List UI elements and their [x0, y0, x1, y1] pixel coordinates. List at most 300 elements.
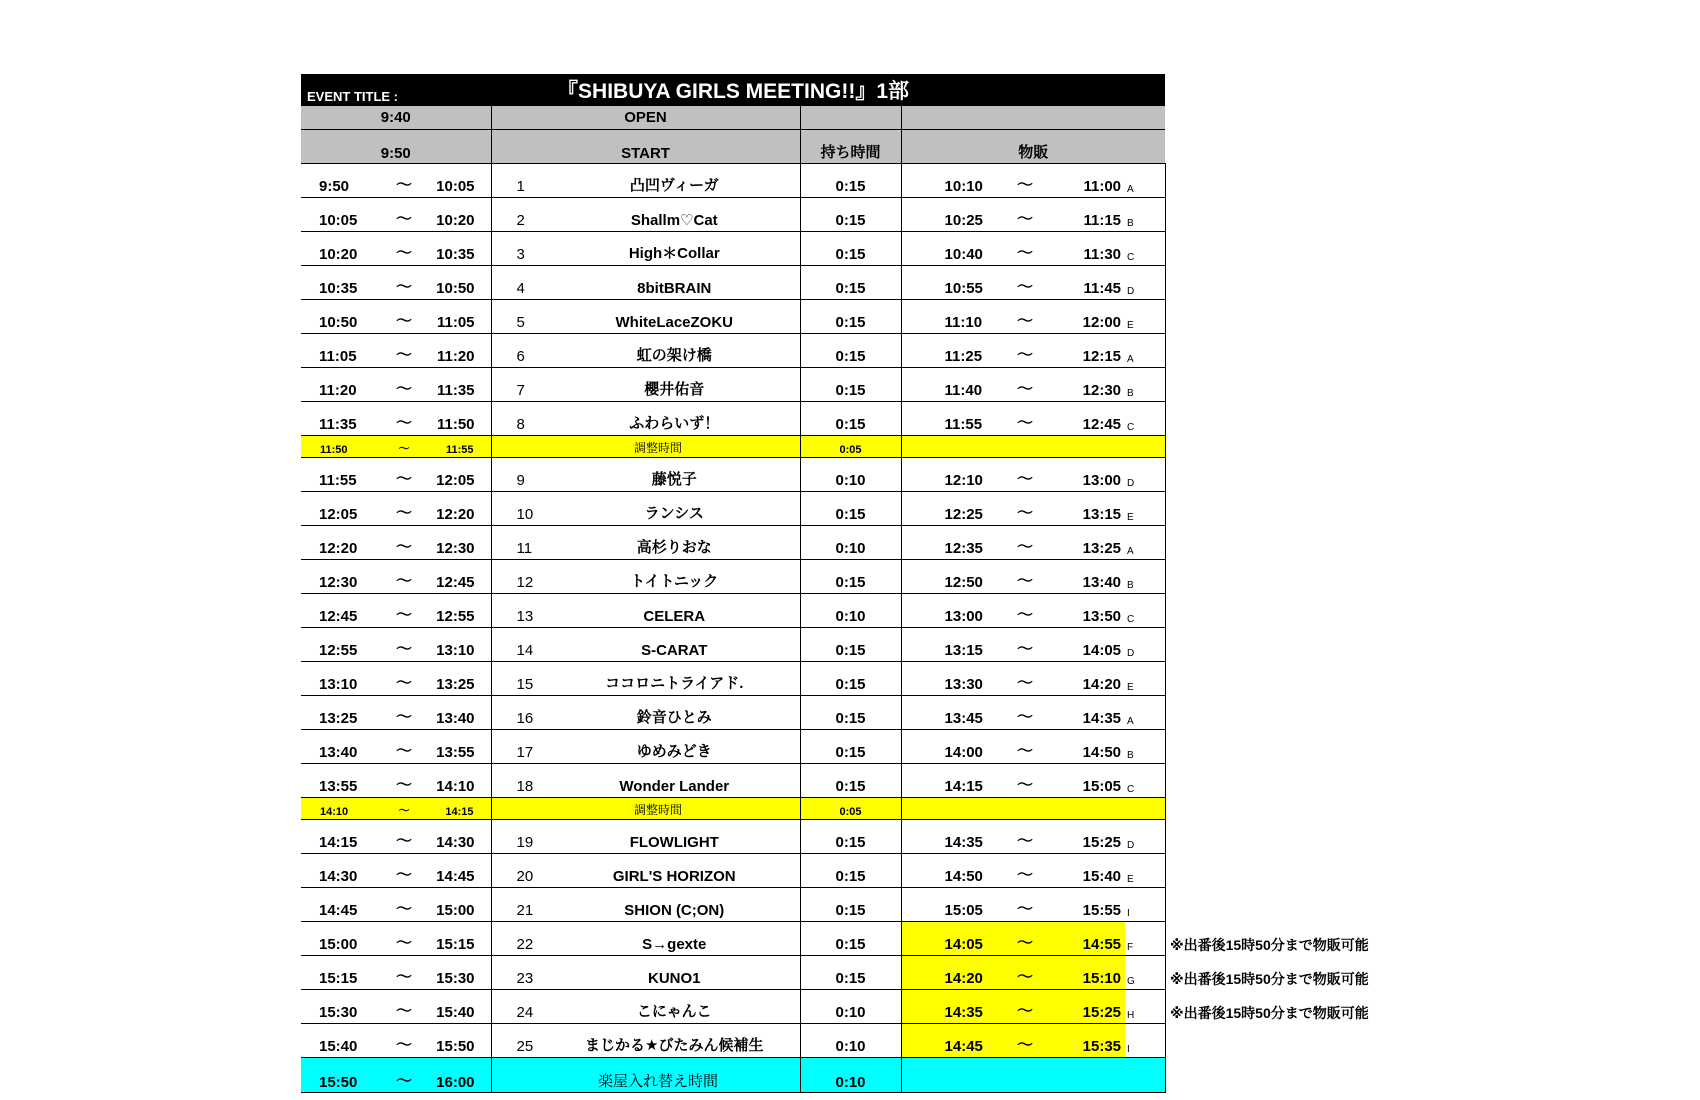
tilde: ～ [379, 764, 429, 798]
end-time: 12:30 [429, 526, 491, 560]
end-time: 12:45 [429, 560, 491, 594]
end-time: 12:20 [429, 492, 491, 526]
merch-start: 11:55 [901, 402, 996, 436]
duration: 0:15 [800, 198, 901, 232]
start-time: 15:00 [301, 922, 379, 956]
merch-end: 15:40 [1054, 854, 1125, 888]
end-time: 14:15 [429, 798, 491, 820]
end-time: 11:20 [429, 334, 491, 368]
act-name: High＊Collar [549, 232, 800, 266]
merch-end: 14:55 [1054, 922, 1125, 956]
merch-end: 13:25 [1054, 526, 1125, 560]
end-time: 13:10 [429, 628, 491, 662]
performance-row [301, 922, 1165, 956]
tilde: ～ [996, 764, 1054, 798]
act-number: 20 [491, 854, 549, 888]
merch-location: E [1125, 662, 1165, 696]
duration: 0:15 [800, 888, 901, 922]
merch-start: 11:10 [901, 300, 996, 334]
merch-end: 13:40 [1054, 560, 1125, 594]
merch-location: I [1125, 1024, 1165, 1058]
merch-end: 15:25 [1054, 990, 1125, 1024]
merch-end: 15:05 [1054, 764, 1125, 798]
end-time: 13:55 [429, 730, 491, 764]
end-time: 11:05 [429, 300, 491, 334]
act-name: FLOWLIGHT [549, 820, 800, 854]
start-time: 11:05 [301, 334, 379, 368]
act-number: 14 [491, 628, 549, 662]
performance-row [301, 854, 1165, 888]
tilde: ～ [379, 922, 429, 956]
merch-start: 11:40 [901, 368, 996, 402]
start-time: 14:10 [301, 798, 379, 820]
start-time: 14:30 [301, 854, 379, 888]
event-title: 『SHIBUYA GIRLS MEETING!!』1部 [491, 74, 1165, 106]
tilde: ～ [996, 628, 1054, 662]
end-time: 12:05 [429, 458, 491, 492]
tilde: ～ [996, 334, 1054, 368]
merch-location: G [1125, 956, 1165, 990]
duration: 0:15 [800, 854, 901, 888]
tilde: ～ [996, 368, 1054, 402]
performance-row [301, 492, 1165, 526]
duration: 0:15 [800, 164, 901, 198]
merch-end: 12:45 [1054, 402, 1125, 436]
act-name: Wonder Lander [549, 764, 800, 798]
tilde: ～ [996, 232, 1054, 266]
end-time: 11:35 [429, 368, 491, 402]
merch-location: C [1125, 402, 1165, 436]
start-time: 15:40 [301, 1024, 379, 1058]
start-time: 10:35 [301, 266, 379, 300]
merch-location: H [1125, 990, 1165, 1024]
act-number: 22 [491, 922, 549, 956]
end-time: 10:05 [429, 164, 491, 198]
merch-start: 12:35 [901, 526, 996, 560]
performance-row [301, 458, 1165, 492]
performance-row [301, 764, 1165, 798]
tilde: ～ [379, 1058, 429, 1093]
merch-location: B [1125, 198, 1165, 232]
duration: 0:10 [800, 990, 901, 1024]
open-time: 9:40 [301, 106, 491, 130]
performance-row [301, 334, 1165, 368]
start-label: START [491, 130, 800, 164]
act-name: 虹の架け橋 [549, 334, 800, 368]
act-number: 12 [491, 560, 549, 594]
act-number: 13 [491, 594, 549, 628]
merch-end: 13:50 [1054, 594, 1125, 628]
tilde: ～ [996, 922, 1054, 956]
merch-end: 15:55 [1054, 888, 1125, 922]
tilde: ～ [379, 730, 429, 764]
end-time: 10:35 [429, 232, 491, 266]
act-number: 7 [491, 368, 549, 402]
merch-start: 14:05 [901, 922, 996, 956]
act-name: S-CARAT [549, 628, 800, 662]
merch-end: 14:05 [1054, 628, 1125, 662]
act-name: 凸凹ヴィーガ [549, 164, 800, 198]
start-time: 11:20 [301, 368, 379, 402]
performance-row [301, 232, 1165, 266]
act-number: 1 [491, 164, 549, 198]
merch-end: 13:00 [1054, 458, 1125, 492]
performance-row [301, 888, 1165, 922]
duration: 0:15 [800, 492, 901, 526]
tilde: ～ [379, 990, 429, 1024]
performance-row [301, 730, 1165, 764]
duration: 0:05 [800, 436, 901, 458]
performance-row [301, 696, 1165, 730]
tilde: ～ [996, 492, 1054, 526]
duration: 0:05 [800, 798, 901, 820]
end-time: 14:45 [429, 854, 491, 888]
end-time: 11:55 [429, 436, 491, 458]
act-number: 16 [491, 696, 549, 730]
start-time: 11:55 [301, 458, 379, 492]
merch-location: E [1125, 854, 1165, 888]
tilde: ～ [996, 820, 1054, 854]
changeover-row [301, 1058, 1165, 1093]
tilde: ～ [996, 990, 1054, 1024]
tilde: ～ [996, 458, 1054, 492]
merch-start: 13:45 [901, 696, 996, 730]
tilde: ～ [379, 526, 429, 560]
duration: 0:15 [800, 730, 901, 764]
tilde: ～ [379, 662, 429, 696]
end-time: 15:30 [429, 956, 491, 990]
duration: 0:10 [800, 1024, 901, 1058]
merch-start: 15:05 [901, 888, 996, 922]
merch-location: E [1125, 492, 1165, 526]
merch-location: B [1125, 368, 1165, 402]
start-time: 15:50 [301, 1058, 379, 1093]
tilde: ～ [996, 164, 1054, 198]
duration: 0:15 [800, 232, 901, 266]
end-time: 10:50 [429, 266, 491, 300]
start-time: 13:10 [301, 662, 379, 696]
start-row [301, 130, 1165, 164]
duration: 0:15 [800, 560, 901, 594]
merch-note: ※出番後15時50分まで物販可能 [1170, 970, 1369, 987]
tilde: ～ [996, 266, 1054, 300]
act-name: ゆめみどき [549, 730, 800, 764]
tilde: ～ [379, 198, 429, 232]
performance-row [301, 560, 1165, 594]
tilde: ～ [996, 956, 1054, 990]
start-time: 10:50 [301, 300, 379, 334]
merch-start: 10:25 [901, 198, 996, 232]
end-time: 11:50 [429, 402, 491, 436]
tilde: ～ [996, 730, 1054, 764]
act-name: WhiteLaceZOKU [549, 300, 800, 334]
merch-end: 15:35 [1054, 1024, 1125, 1058]
tilde: ～ [379, 334, 429, 368]
tilde: ～ [379, 402, 429, 436]
act-number: 19 [491, 820, 549, 854]
adjustment-row [301, 798, 1165, 820]
merch-start: 14:00 [901, 730, 996, 764]
act-number: 8 [491, 402, 549, 436]
merch-end: 14:50 [1054, 730, 1125, 764]
start-time: 13:25 [301, 696, 379, 730]
merch-start: 12:50 [901, 560, 996, 594]
performance-row [301, 526, 1165, 560]
performance-row [301, 368, 1165, 402]
act-name: Shallm♡Cat [549, 198, 800, 232]
performance-row [301, 628, 1165, 662]
tilde: ～ [996, 662, 1054, 696]
title-row [301, 74, 1165, 106]
act-name: S→gexte [549, 922, 800, 956]
act-name: 櫻井佑音 [549, 368, 800, 402]
start-time: 12:20 [301, 526, 379, 560]
merch-start: 14:15 [901, 764, 996, 798]
merch-location: B [1125, 730, 1165, 764]
act-number: 18 [491, 764, 549, 798]
performance-row [301, 594, 1165, 628]
act-name: こにゃんこ [549, 990, 800, 1024]
end-time: 14:10 [429, 764, 491, 798]
duration: 0:15 [800, 820, 901, 854]
tilde: ～ [996, 300, 1054, 334]
merch-location: C [1125, 764, 1165, 798]
act-name: 高杉りおな [549, 526, 800, 560]
duration: 0:15 [800, 628, 901, 662]
start-time: 10:05 [301, 198, 379, 232]
act-name: トイトニック [549, 560, 800, 594]
performance-row [301, 990, 1165, 1024]
act-name: 8bitBRAIN [549, 266, 800, 300]
tilde: ～ [379, 956, 429, 990]
merch-end: 11:45 [1054, 266, 1125, 300]
end-time: 13:40 [429, 696, 491, 730]
merch-header: 物販 [901, 130, 1165, 164]
start-time: 14:45 [301, 888, 379, 922]
end-time: 13:25 [429, 662, 491, 696]
act-number: 25 [491, 1024, 549, 1058]
duration: 0:15 [800, 368, 901, 402]
merch-start: 10:10 [901, 164, 996, 198]
start-time: 12:55 [301, 628, 379, 662]
merch-blank [901, 798, 1165, 820]
act-name: ふわらいず！ [549, 402, 800, 436]
act-name: ランシス [549, 492, 800, 526]
merch-end: 12:30 [1054, 368, 1125, 402]
tilde: ～ [996, 402, 1054, 436]
merch-location: F [1125, 922, 1165, 956]
merch-start: 14:20 [901, 956, 996, 990]
adjustment-row [301, 436, 1165, 458]
merch-blank [901, 436, 1165, 458]
merch-start: 14:50 [901, 854, 996, 888]
tilde: ～ [996, 198, 1054, 232]
tilde: ～ [996, 854, 1054, 888]
merch-location: A [1125, 334, 1165, 368]
act-number: 24 [491, 990, 549, 1024]
merch-end: 15:25 [1054, 820, 1125, 854]
merch-location: A [1125, 526, 1165, 560]
start-time: 12:05 [301, 492, 379, 526]
merch-location: C [1125, 232, 1165, 266]
performance-row [301, 164, 1165, 198]
tilde: ～ [379, 266, 429, 300]
tilde: ～ [379, 300, 429, 334]
performance-row [301, 662, 1165, 696]
performance-row [301, 266, 1165, 300]
tilde: ～ [379, 164, 429, 198]
merch-blank [901, 1058, 1165, 1093]
duration: 0:15 [800, 334, 901, 368]
duration: 0:10 [800, 594, 901, 628]
duration: 0:15 [800, 922, 901, 956]
act-number: 3 [491, 232, 549, 266]
tilde: ～ [996, 1024, 1054, 1058]
merch-start: 14:35 [901, 820, 996, 854]
start-time: 9:50 [301, 164, 379, 198]
act-name: ココロニトライアド. [549, 662, 800, 696]
act-name: 藤悦子 [549, 458, 800, 492]
duration: 0:10 [800, 526, 901, 560]
merch-location: A [1125, 696, 1165, 730]
merch-location: E [1125, 300, 1165, 334]
merch-start: 11:25 [901, 334, 996, 368]
duration: 0:15 [800, 300, 901, 334]
adjustment-label: 調整時間 [491, 798, 800, 820]
merch-end: 12:00 [1054, 300, 1125, 334]
schedule-sheet [301, 74, 1165, 1093]
tilde: ～ [379, 232, 429, 266]
tilde: ～ [379, 436, 429, 458]
tilde: ～ [379, 820, 429, 854]
end-time: 15:50 [429, 1024, 491, 1058]
duration: 0:10 [800, 458, 901, 492]
adjustment-label: 調整時間 [491, 436, 800, 458]
merch-end: 11:00 [1054, 164, 1125, 198]
performance-row [301, 402, 1165, 436]
act-number: 6 [491, 334, 549, 368]
tilde: ～ [996, 594, 1054, 628]
act-number: 5 [491, 300, 549, 334]
act-name: GIRL'S HORIZON [549, 854, 800, 888]
open-blank-merch [901, 106, 1165, 130]
start-time: 15:15 [301, 956, 379, 990]
merch-end: 11:30 [1054, 232, 1125, 266]
tilde: ～ [379, 696, 429, 730]
tilde: ～ [379, 1024, 429, 1058]
merch-location: A [1125, 164, 1165, 198]
merch-note: ※出番後15時50分まで物販可能 [1170, 936, 1369, 953]
act-number: 4 [491, 266, 549, 300]
act-name: 鈴音ひとみ [549, 696, 800, 730]
open-row [301, 106, 1165, 130]
start-time: 10:20 [301, 232, 379, 266]
duration-header: 持ち時間 [800, 130, 901, 164]
tilde: ～ [379, 798, 429, 820]
act-name: CELERA [549, 594, 800, 628]
act-number: 23 [491, 956, 549, 990]
act-number: 17 [491, 730, 549, 764]
duration: 0:15 [800, 402, 901, 436]
event-title-label: EVENT TITLE : [301, 74, 491, 106]
merch-location: D [1125, 820, 1165, 854]
end-time: 10:20 [429, 198, 491, 232]
merch-start: 14:45 [901, 1024, 996, 1058]
tilde: ～ [379, 854, 429, 888]
start-time: 13:55 [301, 764, 379, 798]
duration: 0:15 [800, 266, 901, 300]
start-time: 9:50 [301, 130, 491, 164]
merch-end: 12:15 [1054, 334, 1125, 368]
merch-start: 13:15 [901, 628, 996, 662]
performance-row [301, 820, 1165, 854]
start-time: 12:30 [301, 560, 379, 594]
act-name: まじかる★びたみん候補生 [549, 1024, 800, 1058]
end-time: 15:00 [429, 888, 491, 922]
duration: 0:15 [800, 956, 901, 990]
duration: 0:15 [800, 662, 901, 696]
tilde: ～ [996, 888, 1054, 922]
performance-row [301, 300, 1165, 334]
merch-end: 11:15 [1054, 198, 1125, 232]
performance-row [301, 956, 1165, 990]
merch-end: 14:20 [1054, 662, 1125, 696]
act-number: 15 [491, 662, 549, 696]
start-time: 12:45 [301, 594, 379, 628]
end-time: 12:55 [429, 594, 491, 628]
merch-note: ※出番後15時50分まで物販可能 [1170, 1004, 1369, 1021]
performance-row [301, 1024, 1165, 1058]
start-time: 11:50 [301, 436, 379, 458]
duration: 0:15 [800, 696, 901, 730]
tilde: ～ [379, 458, 429, 492]
act-number: 9 [491, 458, 549, 492]
act-number: 21 [491, 888, 549, 922]
tilde: ～ [379, 594, 429, 628]
tilde: ～ [379, 888, 429, 922]
duration: 0:15 [800, 764, 901, 798]
tilde: ～ [379, 368, 429, 402]
end-time: 16:00 [429, 1058, 491, 1093]
merch-start: 10:55 [901, 266, 996, 300]
open-label: OPEN [491, 106, 800, 130]
act-name: SHION (C;ON) [549, 888, 800, 922]
merch-location: I [1125, 888, 1165, 922]
tilde: ～ [379, 492, 429, 526]
tilde: ～ [379, 628, 429, 662]
tilde: ～ [996, 696, 1054, 730]
merch-location: D [1125, 628, 1165, 662]
merch-start: 12:10 [901, 458, 996, 492]
merch-start: 10:40 [901, 232, 996, 266]
changeover-label: 楽屋入れ替え時間 [491, 1058, 800, 1093]
merch-location: B [1125, 560, 1165, 594]
merch-start: 12:25 [901, 492, 996, 526]
start-time: 14:15 [301, 820, 379, 854]
end-time: 14:30 [429, 820, 491, 854]
merch-end: 15:10 [1054, 956, 1125, 990]
end-time: 15:15 [429, 922, 491, 956]
merch-location: D [1125, 458, 1165, 492]
merch-start: 13:00 [901, 594, 996, 628]
timetable [301, 74, 1166, 1093]
tilde: ～ [379, 560, 429, 594]
merch-start: 13:30 [901, 662, 996, 696]
end-time: 15:40 [429, 990, 491, 1024]
act-number: 11 [491, 526, 549, 560]
act-number: 2 [491, 198, 549, 232]
merch-end: 13:15 [1054, 492, 1125, 526]
